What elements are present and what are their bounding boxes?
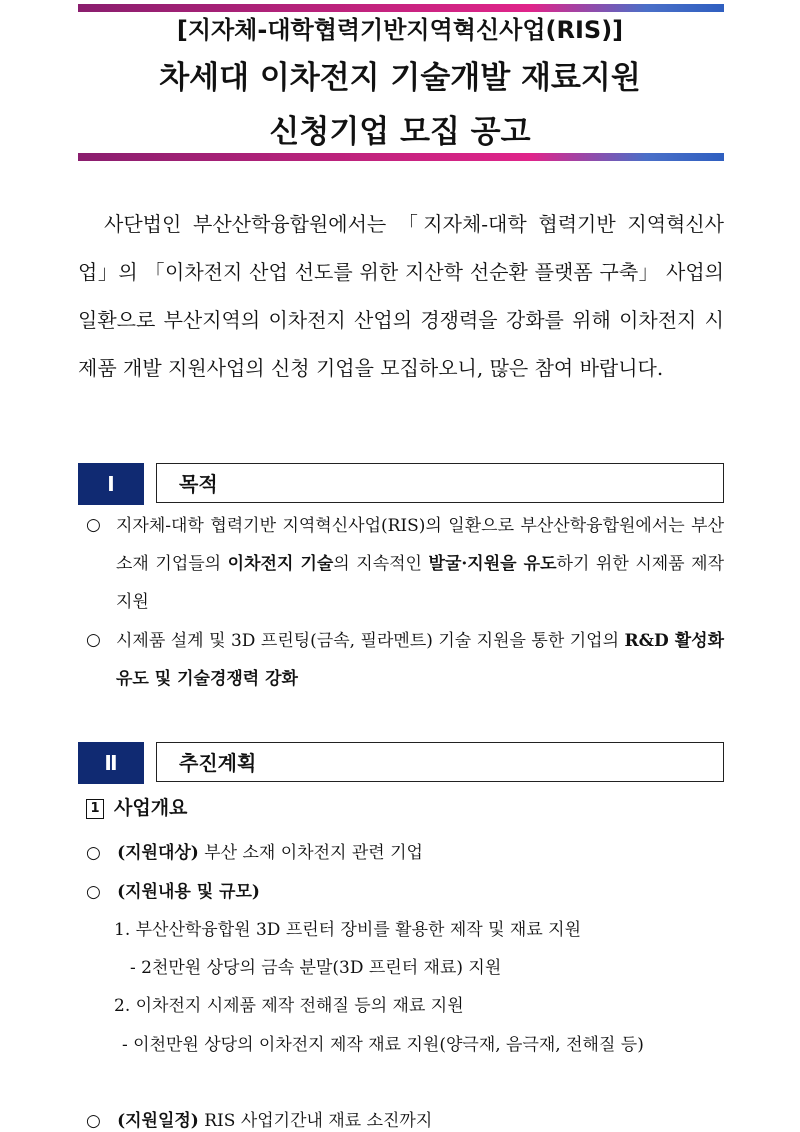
support-item-2: 2. 이차전지 시제품 제작 전해질 등의 재료 지원 <box>114 996 464 1016</box>
purpose-bullet-1-text: 지자체-대학 협력기반 지역혁신사업(RIS)의 일환으로 부산산학융합원에서는 부산 소재 기업들의 이차전지 기술의 지속적인 발굴·지원을 유도하기 위한 시제품 제작 지원 <box>116 516 725 612</box>
section-2-title: 추진계획 <box>156 742 724 782</box>
subsection-number-box: 1 <box>86 799 104 819</box>
support-item-1: 1. 부산산학융합원 3D 프린터 장비를 활용한 제작 및 재료 지원 <box>114 920 582 940</box>
bullet-mark: ○ <box>86 515 101 535</box>
support-item-2-detail: - 이천만원 상당의 이차전지 제작 재료 지원(양극재, 음극재, 전해질 등) <box>122 1035 644 1055</box>
section-2-number: Ⅱ <box>78 742 144 784</box>
subsection-title: 사업개요 <box>114 797 188 819</box>
section-1-header <box>78 463 724 505</box>
section-1-title: 목적 <box>156 463 724 503</box>
subsection-overview <box>86 793 187 820</box>
section-2-header <box>78 742 724 784</box>
header-sub-title: 신청기업 모집 공고 <box>269 114 531 150</box>
header-program-title: [지자체-대학협력기반지역혁신사업(RIS)] <box>176 16 624 44</box>
intro-paragraph: 사단법인 부산산학융합원에서는 「지자체-대학 협력기반 지역혁신사업」의 「이차전지 산업 선도를 위한 지산학 선순환 플랫폼 구축」 사업의 일환으로 부산지역의 이차전지 산업의 경쟁력을 강화를 위해 이차전지 시제품 개발 지원사업의 신청 기업을 모집하오니, 많은 참여 바랍니다. <box>78 212 724 380</box>
header-bottom-bar <box>78 153 724 161</box>
section-1-number: Ⅰ <box>78 463 144 505</box>
support-item-1-detail: - 2천만원 상당의 금속 분말(3D 프린터 재료) 지원 <box>130 958 502 978</box>
support-target-line: ○ (지원대상) 부산 소재 이차전지 관련 기업 <box>86 843 423 863</box>
support-schedule-line: ○ (지원일정) RIS 사업기간내 재료 소진까지 <box>86 1111 433 1131</box>
header-main-title: 차세대 이차전지 기술개발 재료지원 <box>159 60 641 96</box>
support-content-line: ○ (지원내용 및 규모) <box>86 882 260 902</box>
purpose-bullet-2-text: 시제품 설계 및 3D 프린팅(금속, 필라멘트) 기술 지원을 통한 기업의 R&D 활성화 유도 및 기술경쟁력 강화 <box>116 631 724 689</box>
bullet-mark: ○ <box>86 630 101 650</box>
